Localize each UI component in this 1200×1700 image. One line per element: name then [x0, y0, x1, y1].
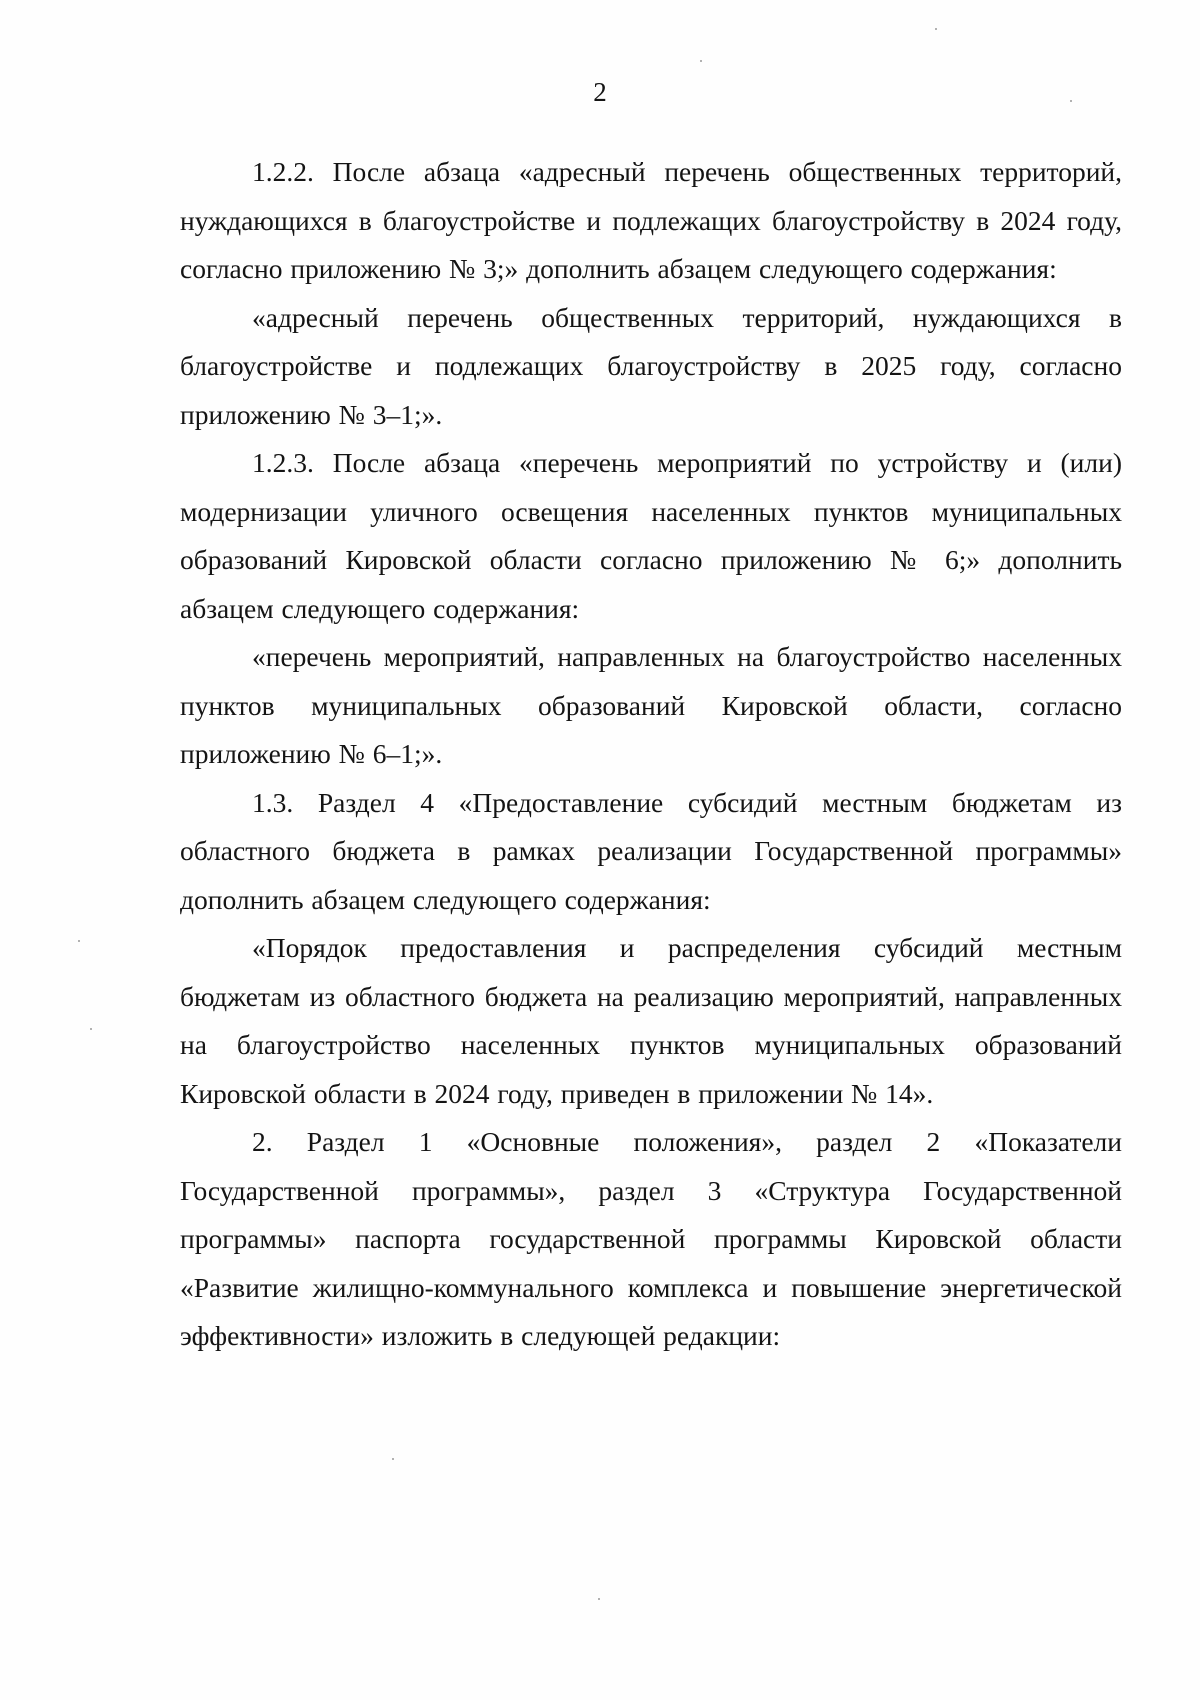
scan-speck: [598, 1598, 600, 1600]
paragraph-2: 2. Раздел 1 «Основные положения», раздел 2 «Показатели Государственной программы», раздел 3 «Структура Государственной программы» паспорта государственной программы Кировской области «Развитие жилищно-коммунального комплекса и повышение энергетической эффективности» изложить в следующей редакции:: [180, 1126, 1122, 1351]
page-number: 2: [593, 77, 607, 107]
scan-speck: [90, 1028, 92, 1030]
paragraph-1-2-2: 1.2.2. После абзаца «адресный перечень общественных территорий, нуждающихся в благоустройстве и подлежащих благоустройству в 2024 году, согласно приложению № 3;» дополнить абзацем следующего содержания:: [180, 156, 1122, 284]
scan-speck: [935, 28, 937, 30]
document-body: [180, 148, 1122, 1361]
paragraph-1-2-3: 1.2.3. После абзаца «перечень мероприятий по устройству и (или) модернизации уличного освещения населенных пунктов муниципальных образований Кировской области согласно приложению № 6;» дополнить абзацем следующего содержания:: [180, 447, 1122, 624]
paragraph-1-3-insert: «Порядок предоставления и распределения субсидий местным бюджетам из областного бюджета на реализацию мероприятий, направленных на благоустройство населенных пунктов муниципальных образований Кировской области в 2024 году, приведен в приложении № 14».: [180, 932, 1122, 1109]
paragraph-1-3: 1.3. Раздел 4 «Предоставление субсидий местным бюджетам из областного бюджета в рамках реализации Государственной программы» дополнить абзацем следующего содержания:: [180, 786, 1122, 915]
paragraph-1-2-3-insert: «перечень мероприятий, направленных на благоустройство населенных пунктов муниципальных образований Кировской области, согласно приложению № 6–1;».: [180, 641, 1122, 769]
scan-speck: [78, 940, 80, 942]
scan-speck: [1070, 100, 1072, 102]
paragraph-1-2-2-insert: «адресный перечень общественных территорий, нуждающихся в благоустройстве и подлежащих благоустройству в 2025 году, согласно приложению № 3–1;».: [180, 301, 1122, 430]
scan-speck: [700, 60, 702, 62]
scan-speck: [392, 1458, 394, 1460]
